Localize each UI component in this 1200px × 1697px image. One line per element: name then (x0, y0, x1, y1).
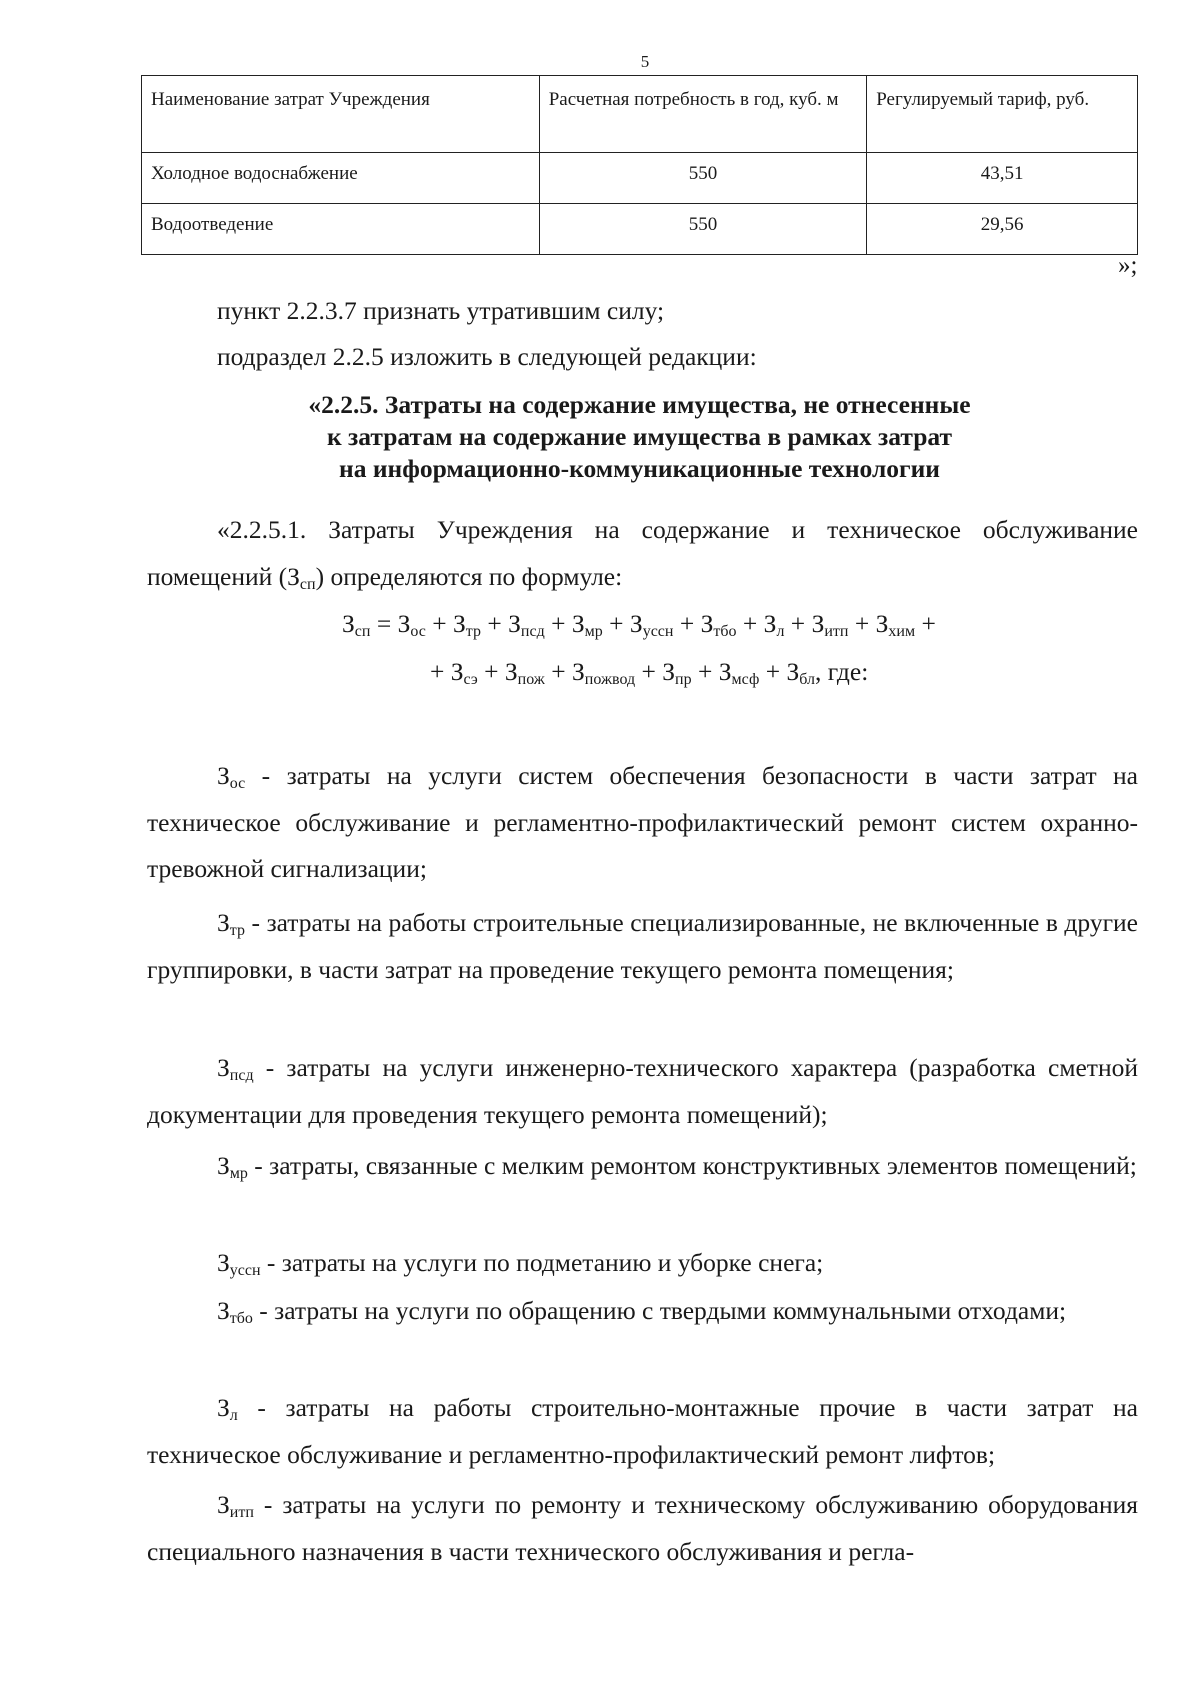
definition-symbol: З (217, 1151, 230, 1180)
definition-text: - затраты на услуги систем обеспечения безопасности в части затрат на техническое обслуживание и регламентно-профилактический ремонт систем охранно-тревожной сигнализации; (147, 761, 1138, 883)
table-row (142, 204, 1138, 255)
definition-text: - затраты на услуги по ремонту и техническому обслуживанию оборудования специального назначения в части технического обслуживания и регла- (147, 1490, 1138, 1566)
formula-subscript: итп (824, 623, 849, 640)
definition (147, 1143, 1138, 1190)
heading-line: к затратам на содержание имущества в рамках затрат (326, 422, 953, 451)
definition-subscript: итп (229, 1504, 254, 1521)
formula-operator: + (425, 609, 454, 638)
formula-operator: + (759, 657, 787, 686)
paragraph: пункт 2.2.3.7 признать утратившим силу; (217, 296, 665, 325)
table-cell: Холодное водоснабжение (142, 153, 540, 204)
formula-operator: , где: (814, 657, 869, 686)
formula-operator: + (736, 609, 764, 638)
formula-subscript: ос (410, 623, 426, 640)
formula-symbol: З (875, 609, 889, 638)
formula-operator: + (477, 657, 505, 686)
formula-symbol: З (662, 657, 676, 686)
formula-symbol: З (342, 609, 355, 638)
definition-symbol: З (217, 1053, 230, 1082)
formula-operator: + (915, 609, 936, 638)
formula-symbol: З (571, 609, 585, 638)
formula-operator: + (673, 609, 701, 638)
definition (147, 1045, 1138, 1138)
definition-subscript: л (229, 1407, 238, 1424)
page-number: 5 (640, 52, 650, 71)
formula-symbol: З (629, 609, 643, 638)
heading-line: на информационно-коммуникационные технологии (339, 454, 940, 483)
formula-operator: + (691, 657, 719, 686)
formula-operator: + (544, 609, 572, 638)
column-header: Регулируемый тариф, руб. (867, 76, 1138, 153)
formula-line-2 (430, 657, 868, 687)
paragraph: подраздел 2.2.5 изложить в следующей редакции: (217, 342, 757, 371)
formula-subscript: пожвод (584, 671, 636, 688)
formula-symbol: З (786, 657, 800, 686)
definition (147, 1240, 1138, 1287)
table-cell: 550 (539, 204, 867, 255)
formula-symbol: З (508, 609, 521, 638)
formula-subscript: л (776, 623, 785, 640)
formula-subscript: тбо (713, 623, 737, 640)
formula-subscript: мсф (731, 671, 760, 688)
formula-subscript: псд (520, 623, 545, 640)
formula-subscript: пр (675, 671, 692, 688)
definition (147, 900, 1138, 993)
formula-subscript: бл (799, 671, 815, 688)
definition-text: - затраты на работы строительно-монтажные прочие в части затрат на техническое обслуживание и регламентно-профилактический ремонт лифтов; (147, 1393, 1138, 1469)
definition-subscript: тбо (229, 1310, 253, 1327)
definition (147, 1288, 1138, 1335)
formula-subscript: хим (888, 623, 916, 640)
formula-subscript: сэ (463, 671, 478, 688)
column-header: Расчетная потребность в год, куб. м (539, 76, 867, 153)
formula-symbol: З (453, 609, 466, 638)
closing-quote: »; (1118, 252, 1138, 279)
definition (147, 1482, 1138, 1575)
formula-subscript: уссн (642, 623, 674, 640)
definition-symbol: З (217, 1490, 230, 1519)
definition-symbol: З (217, 761, 230, 790)
table-cell: 43,51 (867, 153, 1138, 204)
formula-line-1 (342, 609, 936, 639)
formula-operator: + (602, 609, 630, 638)
table-header-row (142, 76, 1138, 153)
intro-text: «2.2.5.1. Затраты Учреждения на содержание и техническое обслуживание помещений (З (147, 515, 1138, 591)
cost-table (141, 75, 1138, 255)
formula-symbol: З (700, 609, 714, 638)
table-row (142, 153, 1138, 204)
definition-text: - затраты, связанные с мелким ремонтом конструктивных элементов помещений; (247, 1151, 1137, 1180)
formula-subscript: пож (517, 671, 545, 688)
definition-text: - затраты на услуги по обращению с твердыми коммунальными отходами; (252, 1296, 1067, 1325)
formula-operator: + (480, 609, 509, 638)
definition-symbol: З (217, 908, 230, 937)
definition (147, 753, 1138, 893)
formula-symbol: З (763, 609, 777, 638)
definition-subscript: ос (229, 775, 246, 792)
formula-operator: + (848, 609, 876, 638)
definition-symbol: З (217, 1393, 230, 1422)
formula-operator: + (430, 657, 451, 686)
formula-symbol: З (450, 657, 464, 686)
formula-symbol: З (718, 657, 732, 686)
definition-subscript: псд (229, 1067, 254, 1084)
formula-subscript: сп (354, 623, 371, 640)
definition-subscript: уссн (229, 1262, 261, 1279)
definition-subscript: тр (229, 922, 245, 939)
formula-symbol: З (504, 657, 518, 686)
column-header: Наименование затрат Учреждения (142, 76, 540, 153)
formula-operator: = (370, 609, 398, 638)
formula-subscript: мр (584, 623, 603, 640)
definition-text: - затраты на работы строительные специализированные, не включенные в другие группировки, в части затрат на проведение текущего ремонта помещения; (147, 908, 1138, 984)
table-cell: 29,56 (867, 204, 1138, 255)
definition-text: - затраты на услуги по подметанию и уборке снега; (260, 1248, 824, 1277)
definition-text: - затраты на услуги инженерно-технического характера (разработка сметной документации для проведения текущего ремонта помещений); (147, 1053, 1138, 1129)
intro-paragraph (147, 507, 1138, 600)
definition-subscript: мр (229, 1165, 248, 1182)
formula-symbol: З (397, 609, 411, 638)
definition (147, 1385, 1138, 1478)
definition-symbol: З (217, 1296, 230, 1325)
formula-symbol: З (572, 657, 585, 686)
formula-operator: + (544, 657, 572, 686)
intro-subscript: сп (299, 575, 316, 593)
formula-symbol: З (811, 609, 825, 638)
section-heading (141, 389, 1138, 485)
definition-symbol: З (217, 1248, 230, 1277)
table-cell: Водоотведение (142, 204, 540, 255)
intro-tail: ) определяются по формуле: (315, 561, 623, 591)
table-cell: 550 (539, 153, 867, 204)
heading-line: «2.2.5. Затраты на содержание имущества, не отнесенные (308, 390, 971, 419)
formula-operator: + (635, 657, 663, 686)
formula-subscript: тр (465, 623, 481, 640)
formula-operator: + (784, 609, 812, 638)
